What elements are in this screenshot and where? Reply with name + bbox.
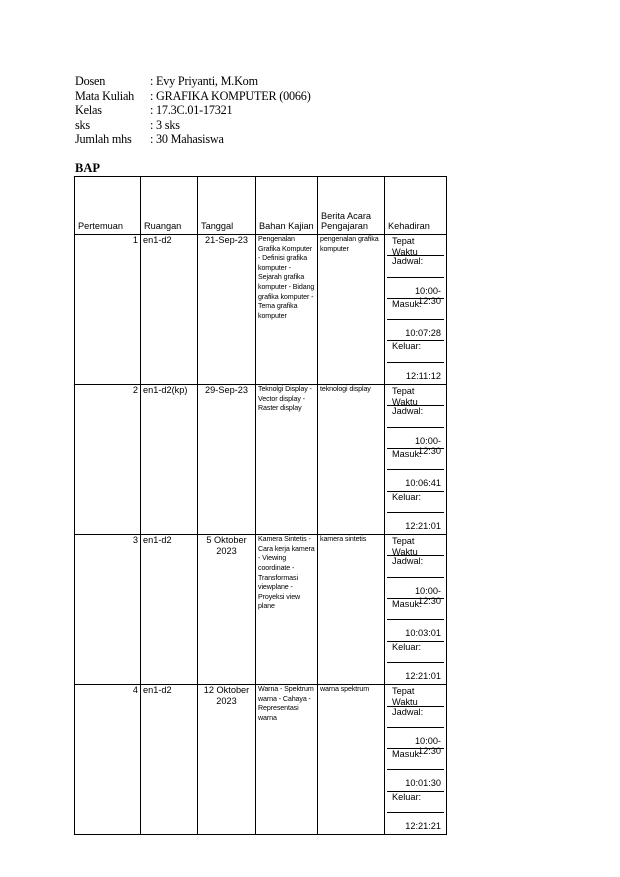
kehadiran-item: Tepat Waktu <box>387 385 444 406</box>
kehadiran-item: 10:00-12:30 <box>387 428 444 449</box>
cell-berita-acara: kamera sintetis <box>318 535 385 685</box>
column-header-berita-acara: Berita Acara Pengajaran <box>318 177 385 235</box>
cell-berita-acara: pengenalan grafika komputer <box>318 235 385 385</box>
cell-kehadiran <box>385 385 447 535</box>
info-row-mata-kuliah <box>75 89 311 104</box>
kehadiran-item: Jadwal: <box>387 256 444 277</box>
kehadiran-item: Jadwal: <box>387 406 444 427</box>
info-row-jumlah-mhs <box>75 132 311 147</box>
table-row <box>75 685 447 835</box>
info-value: : Evy Priyanti, M.Kom <box>150 74 258 88</box>
kehadiran-stack <box>387 685 444 834</box>
cell-kehadiran <box>385 685 447 835</box>
cell-bahan-kajian: Kamera Sintetis - Cara kerja kamera - Viewing coordinate - Transformasi viewplane - Proyeksi view plane <box>256 535 318 685</box>
column-header-bahan-kajian: Bahan Kajian <box>256 177 318 235</box>
kehadiran-item: 12:11:12 <box>405 370 441 381</box>
kehadiran-item: Masuk: <box>387 599 444 620</box>
info-label: Mata Kuliah <box>75 88 135 103</box>
cell-pertemuan: 3 <box>75 535 141 685</box>
info-value: : 30 Mahasiswa <box>150 132 224 147</box>
table-header-row <box>75 177 447 235</box>
kehadiran-item: 12:21:21 <box>405 821 441 832</box>
kehadiran-item: 10:01:30 <box>387 770 444 791</box>
info-label: sks <box>75 117 90 132</box>
info-label: Dosen <box>75 74 106 88</box>
cell-tanggal: 29-Sep-23 <box>198 385 256 535</box>
kehadiran-item: 10:03:01 <box>387 620 444 641</box>
cell-kehadiran <box>385 235 447 385</box>
cell-bahan-kajian: Warna - Spektrum warna - Cahaya - Representasi warna <box>256 685 318 835</box>
table-row <box>75 535 447 685</box>
info-row-dosen <box>75 74 311 89</box>
cell-bahan-kajian: Pengenalan Grafika Komputer - Definisi grafika komputer - Sejarah grafika komputer - Bidang grafika komputer - Tema grafika komputer <box>256 235 318 385</box>
kehadiran-item: Masuk: <box>387 749 444 770</box>
kehadiran-item: 12:21:01 <box>405 520 441 531</box>
cell-ruangan: en1-d2 <box>141 235 198 385</box>
kehadiran-item: Masuk: <box>387 449 444 470</box>
kehadiran-item: Keluar: <box>387 341 444 362</box>
kehadiran-item: Jadwal: <box>387 707 444 728</box>
cell-tanggal: 12 Oktober 2023 <box>198 685 256 835</box>
cell-bahan-kajian: Teknolgi Display - Vector display - Raster display <box>256 385 318 535</box>
kehadiran-item: Masuk: <box>387 299 444 320</box>
column-header-kehadiran: Kehadiran <box>385 177 447 235</box>
column-header-ruangan: Ruangan <box>141 177 198 235</box>
kehadiran-item: Keluar: <box>387 642 444 663</box>
table-row <box>75 235 447 385</box>
kehadiran-stack <box>387 235 444 384</box>
column-header-pertemuan: Pertemuan <box>75 177 141 235</box>
kehadiran-item: 10:00-12:30 <box>387 578 444 599</box>
kehadiran-stack <box>387 385 444 534</box>
course-info <box>75 74 311 147</box>
bap-table <box>74 176 447 835</box>
kehadiran-item: 10:07:28 <box>387 320 444 341</box>
info-value: : 3 sks <box>150 117 180 132</box>
info-row-sks <box>75 118 311 133</box>
cell-ruangan: en1-d2 <box>141 685 198 835</box>
cell-ruangan: en1-d2 <box>141 535 198 685</box>
cell-pertemuan: 1 <box>75 235 141 385</box>
cell-ruangan: en1-d2(kp) <box>141 385 198 535</box>
kehadiran-item: Keluar: <box>387 492 444 513</box>
info-label: Jumlah mhs <box>75 132 132 147</box>
cell-kehadiran <box>385 535 447 685</box>
kehadiran-item: Tepat Waktu <box>387 535 444 556</box>
kehadiran-item: Keluar: <box>387 792 444 813</box>
kehadiran-item: Tepat Waktu <box>387 685 444 706</box>
kehadiran-item: 10:00-12:30 <box>387 728 444 749</box>
cell-tanggal: 21-Sep-23 <box>198 235 256 385</box>
kehadiran-stack <box>387 535 444 684</box>
cell-pertemuan: 2 <box>75 385 141 535</box>
section-title: BAP <box>75 161 100 175</box>
table-row <box>75 385 447 535</box>
info-label: Kelas <box>75 103 102 118</box>
kehadiran-item: 10:00-12:30 <box>387 278 444 299</box>
cell-pertemuan: 4 <box>75 685 141 835</box>
cell-berita-acara: teknologi display <box>318 385 385 535</box>
column-header-tanggal: Tanggal <box>198 177 256 235</box>
kehadiran-item: Tepat Waktu <box>387 235 444 256</box>
cell-tanggal: 5 Oktober 2023 <box>198 535 256 685</box>
info-value: : GRAFIKA KOMPUTER (0066) <box>150 88 311 103</box>
info-value: : 17.3C.01-17321 <box>150 103 233 118</box>
kehadiran-item: 10:06:41 <box>387 470 444 491</box>
cell-berita-acara: warna spektrum <box>318 685 385 835</box>
kehadiran-item: 12:21:01 <box>405 670 441 681</box>
info-row-kelas <box>75 103 311 118</box>
kehadiran-item: Jadwal: <box>387 556 444 577</box>
